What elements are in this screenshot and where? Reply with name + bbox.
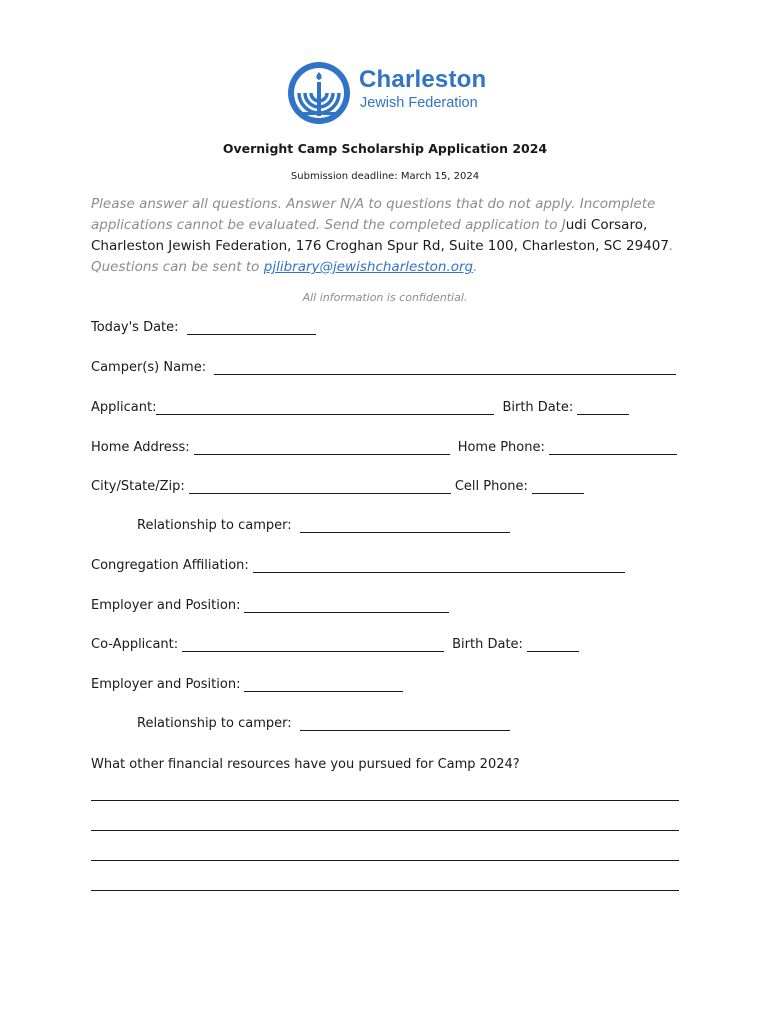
period-text: . [473, 259, 478, 275]
home-phone-field[interactable] [549, 441, 677, 455]
answer-line-4[interactable] [91, 890, 679, 891]
answer-line-2[interactable] [91, 830, 679, 831]
camper-name-field[interactable] [214, 361, 676, 375]
city-state-zip-field[interactable] [189, 480, 451, 494]
co-applicant-field[interactable] [182, 638, 444, 652]
todays-date-field[interactable] [187, 321, 316, 335]
employer-label: Employer and Position: [91, 598, 241, 613]
co-applicant-row [91, 637, 681, 657]
answer-line-1[interactable] [91, 800, 679, 801]
home-address-field[interactable] [194, 441, 450, 455]
co-employer-row [91, 677, 681, 697]
employer-field[interactable] [244, 599, 449, 613]
city-state-zip-label: City/State/Zip: [91, 479, 185, 494]
logo-subtitle: Jewish Federation [360, 95, 478, 111]
submission-deadline: Submission deadline: March 15, 2024 [290, 171, 480, 182]
applicant-label: Applicant: [91, 400, 157, 415]
city-state-zip-row [91, 479, 681, 499]
mailing-address: udi Corsaro, Charleston Jewish Federation, 176 Croghan Spur Rd, Suite 100, Charleston, SC 29407 [91, 217, 669, 254]
co-employer-field[interactable] [244, 678, 403, 692]
employer-row [91, 598, 681, 618]
congregation-field[interactable] [253, 559, 625, 573]
relationship-row [137, 518, 727, 538]
birth-date-label: Birth Date: [502, 400, 574, 415]
co-birth-date-label: Birth Date: [452, 637, 523, 652]
home-phone-label: Home Phone: [457, 440, 545, 455]
instructions-text: Please answer all questions. Answer N/A to questions that do not apply. Incomplete applications cannot be evaluated. Send the completed application to J [91, 196, 656, 233]
co-relationship-label: Relationship to camper: [137, 716, 292, 731]
logo-name: Charleston [359, 66, 487, 93]
birth-date-field[interactable] [577, 401, 629, 415]
co-employer-label: Employer and Position: [91, 677, 241, 692]
instructions-paragraph [91, 194, 691, 278]
congregation-label: Congregation Affiliation: [91, 558, 249, 573]
co-birth-date-field[interactable] [527, 638, 579, 652]
congregation-row [91, 558, 681, 578]
todays-date-row [91, 320, 681, 340]
confidential-note: All information is confidential. [302, 291, 468, 304]
contact-email-link[interactable]: pjlibrary@jewishcharleston.org [263, 259, 474, 275]
applicant-row [91, 400, 681, 420]
menorah-logo-icon [286, 60, 352, 126]
relationship-field[interactable] [300, 519, 510, 533]
answer-line-3[interactable] [91, 860, 679, 861]
cell-phone-field[interactable] [532, 480, 584, 494]
financial-resources-question: What other financial resources have you pursued for Camp 2024? [91, 757, 520, 772]
relationship-label: Relationship to camper: [137, 518, 292, 533]
applicant-field[interactable] [156, 401, 494, 415]
todays-date-label: Today's Date: [91, 320, 179, 335]
co-applicant-label: Co-Applicant: [91, 637, 179, 652]
camper-name-row [91, 360, 681, 380]
federation-logo [286, 58, 496, 128]
co-relationship-row [137, 716, 727, 736]
questions-text: . Questions can be sent to [91, 238, 674, 275]
cell-phone-label: Cell Phone: [454, 479, 528, 494]
camper-name-label: Camper(s) Name: [91, 360, 207, 375]
co-relationship-field[interactable] [300, 717, 510, 731]
document-title: Overnight Camp Scholarship Application 2024 [222, 141, 548, 156]
home-address-label: Home Address: [91, 440, 190, 455]
home-address-row [91, 440, 681, 460]
